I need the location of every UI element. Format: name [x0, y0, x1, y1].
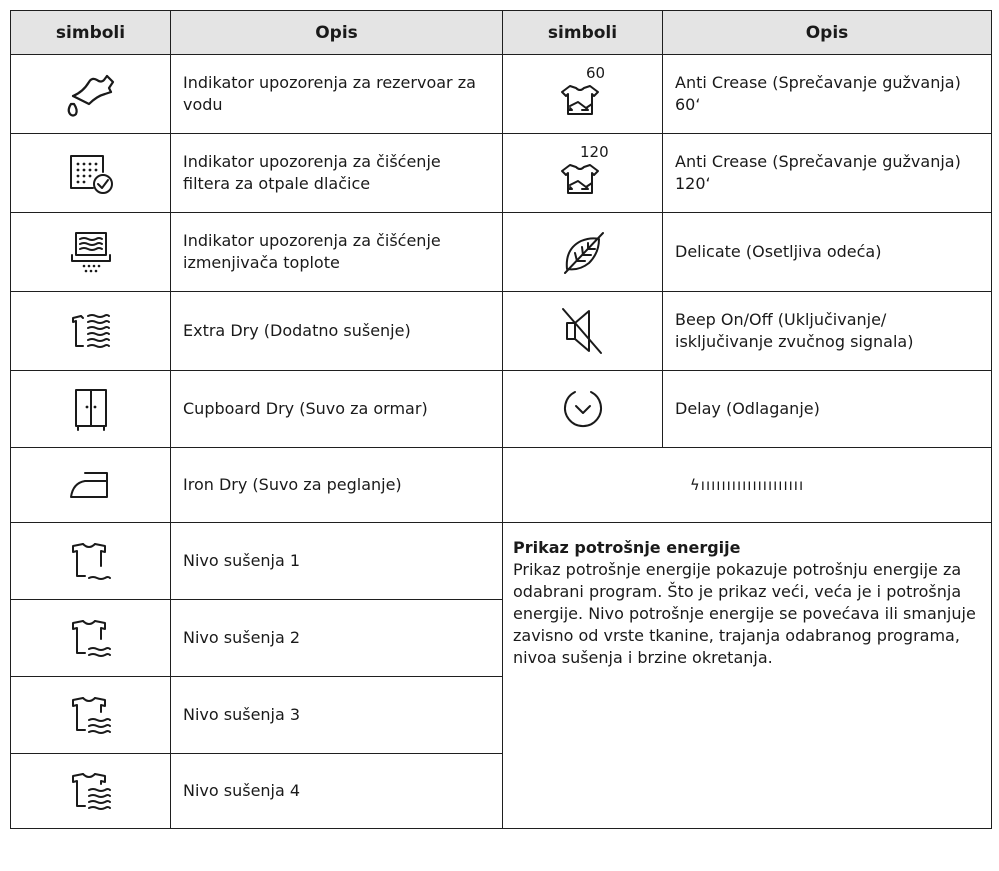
- symbol-cell: [11, 371, 171, 448]
- dry-level-4-icon: [11, 766, 170, 816]
- symbol-cell: [11, 600, 171, 677]
- leaf-icon: [503, 227, 662, 277]
- symbol-cell: [11, 448, 171, 523]
- description-cell: Delay (Odlaganje): [663, 371, 992, 448]
- extra-dry-icon: [11, 306, 170, 356]
- symbol-cell: [503, 292, 663, 371]
- description-cell: Nivo sušenja 3: [171, 677, 503, 754]
- header-row: [11, 11, 992, 55]
- cupboard-icon: [11, 386, 170, 432]
- symbol-cell: [11, 523, 171, 600]
- speaker-mute-icon: [503, 303, 662, 359]
- table-row: [11, 134, 992, 213]
- symbol-cell: [11, 55, 171, 134]
- table-row: [11, 55, 992, 134]
- lint-filter-icon: [11, 148, 170, 198]
- description-cell: Anti Crease (Sprečavanje gužvanja) 60‘: [663, 55, 992, 134]
- symbols-table: [10, 10, 992, 829]
- symbol-cell: [503, 371, 663, 448]
- description-cell: Beep On/Off (Uključivanje/ isključivanje zvučnog signala): [663, 292, 992, 371]
- symbol-cell: [11, 754, 171, 829]
- svg-text:120: 120: [579, 143, 609, 161]
- anti-crease-60-icon: [503, 64, 662, 124]
- symbol-cell: [11, 134, 171, 213]
- description-cell: Delicate (Osetljiva odeća): [663, 213, 992, 292]
- heat-exchanger-icon: [11, 227, 170, 277]
- dry-level-3-icon: [11, 690, 170, 740]
- description-cell: Anti Crease (Sprečavanje gužvanja) 120‘: [663, 134, 992, 213]
- description-cell: Indikator upozorenja za rezervoar za vodu: [171, 55, 503, 134]
- description-cell: Extra Dry (Dodatno sušenje): [171, 292, 503, 371]
- symbol-cell: [503, 55, 663, 134]
- energy-body: Prikaz potrošnje energije pokazuje potrošnju energije za odabrani program. Što je prikaz veći, veća je i potrošnja energije. Nivo potrošnje energije se povećava ili smanjuje zavisno od vrste tkanine, trajanja odabranog programa, nivoa sušenja i brzine okretanja.: [513, 560, 976, 667]
- iron-icon: [11, 465, 170, 505]
- delay-clock-icon: [503, 384, 662, 434]
- energy-consumption-bar: ϟıııııııııııııııııııı: [503, 448, 992, 523]
- description-cell: Indikator upozorenja za čišćenje filtera za otpale dlačice: [171, 134, 503, 213]
- description-cell: Iron Dry (Suvo za peglanje): [171, 448, 503, 523]
- symbol-cell: [503, 134, 663, 213]
- table-row: [11, 213, 992, 292]
- anti-crease-120-icon: [503, 143, 662, 203]
- dry-level-1-icon: [11, 536, 170, 586]
- symbol-cell: [11, 677, 171, 754]
- symbol-cell: [11, 213, 171, 292]
- header-description-right: Opis: [663, 11, 992, 55]
- description-cell: Nivo sušenja 2: [171, 600, 503, 677]
- header-symbols-left: simboli: [11, 11, 171, 55]
- table-row: [11, 523, 992, 600]
- energy-description-cell: [503, 523, 992, 829]
- symbol-cell: [11, 292, 171, 371]
- water-tank-icon: [11, 66, 170, 122]
- description-cell: Nivo sušenja 1: [171, 523, 503, 600]
- table-row: [11, 292, 992, 371]
- symbol-cell: [503, 213, 663, 292]
- dry-level-2-icon: [11, 613, 170, 663]
- description-cell: Cupboard Dry (Suvo za ormar): [171, 371, 503, 448]
- header-symbols-right: simboli: [503, 11, 663, 55]
- table-row: [11, 448, 992, 523]
- description-cell: Nivo sušenja 4: [171, 754, 503, 829]
- energy-title: Prikaz potrošnje energije: [513, 538, 741, 557]
- description-cell: Indikator upozorenja za čišćenje izmenjivača toplote: [171, 213, 503, 292]
- svg-text:60: 60: [585, 64, 605, 82]
- header-description-left: Opis: [171, 11, 503, 55]
- table-row: [11, 371, 992, 448]
